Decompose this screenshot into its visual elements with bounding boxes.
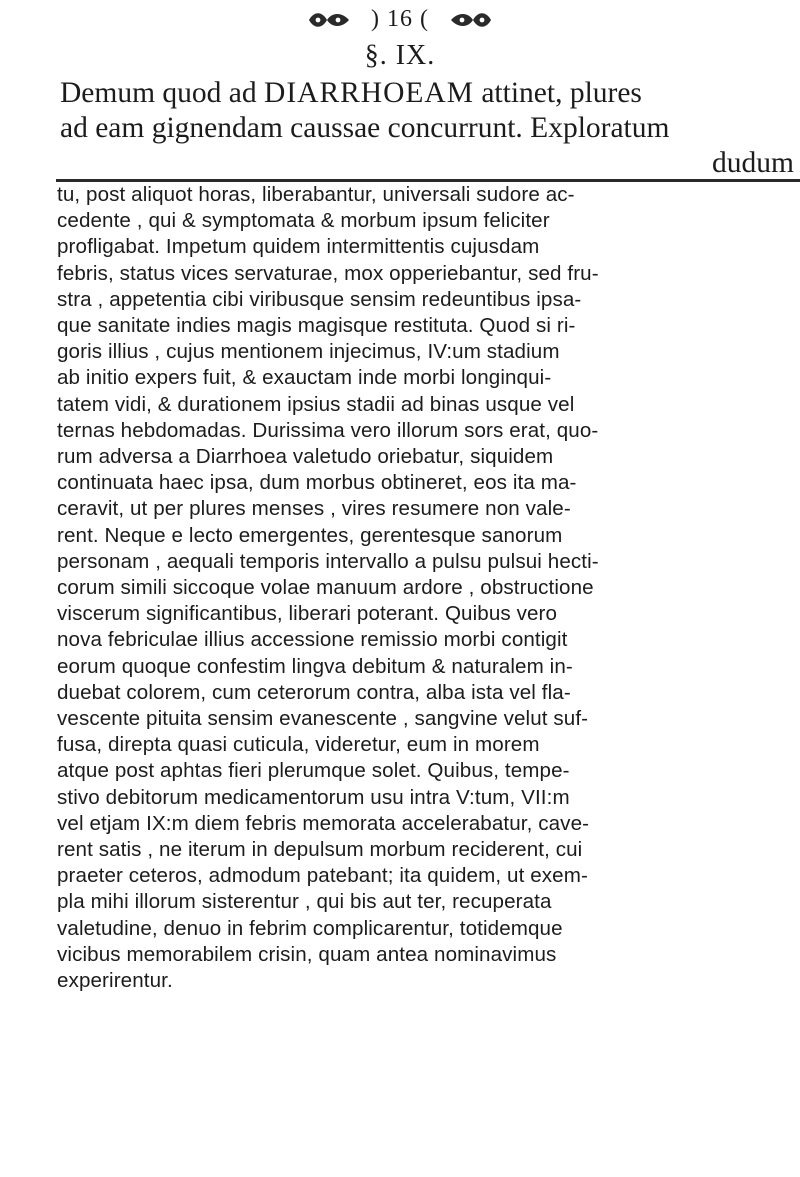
body-line: praeter ceteros, admodum patebant; ita quidem, ut exem- (57, 864, 588, 888)
body-line: rum adversa a Diarrhoea valetudo oriebatur, siquidem (57, 445, 554, 469)
body-line: valetudine, denuo in febrim complicarentur, totidemque (57, 916, 563, 940)
body-line: rent satis , ne iterum in depulsum morbum reciderent, cui (57, 838, 583, 862)
body-line: vicibus memorabilem crisin, quam antea nominavimus (57, 942, 557, 966)
left-ornament-icon (306, 9, 352, 31)
body-line: pla mihi illorum sisterentur , qui bis aut ter, recuperata (57, 890, 552, 914)
body-line: corum simili siccoque volae manuum ardore , obstructione (57, 576, 594, 600)
body-paragraph (57, 182, 800, 994)
body-line: ternas hebdomadas. Durissima vero illorum sors erat, quo- (57, 418, 599, 442)
body-line: tu, post aliquot horas, liberabantur, universali sudore ac- (57, 183, 575, 206)
body-line: cedente , qui & symptomata & morbum ipsum feliciter (57, 209, 550, 233)
intro-line: ad eam gignendam caussae concurrunt. Exploratum (60, 112, 670, 144)
body-line: atque post aphtas fieri plerumque solet. Quibus, tempe- (57, 759, 570, 783)
body-line: febris, status vices servaturae, mox opperiebantur, sed fru- (57, 261, 599, 285)
body-line: experirentur. (57, 969, 173, 993)
body-line: vescente pituita sensim evanescente , sangvine velut suf- (57, 707, 589, 731)
body-line: goris illius , cujus mentionem injecimus, IV:um stadium (57, 340, 560, 364)
intro-paragraph (60, 76, 800, 181)
body-line: stivo debitorum medicamentorum usu intra V:tum, VII:m (57, 785, 570, 809)
body-line: que sanitate indies magis magisque restituta. Quod si ri- (57, 314, 576, 338)
intro-line: dudum (712, 147, 794, 179)
body-line: nova febriculae illius accessione remissio morbi contigit (57, 628, 568, 652)
body-line: personam , aequali temporis intervallo a pulsu pulsui hecti- (57, 549, 599, 573)
body-line: ceravit, ut per plures menses , vires resumere non vale- (57, 497, 571, 521)
section-heading: §. IX. (364, 40, 436, 71)
body-line: ab initio expers fuit, & exauctam inde morbi longinqui- (57, 366, 552, 390)
page-number: ) 16 ( (371, 6, 429, 32)
keyword-diarrhoea: DIARRHOEAM (264, 77, 474, 109)
body-line: continuata haec ipsa, dum morbus obtineret, eos ita ma- (57, 471, 577, 495)
body-line: duebat colorem, cum ceterorum contra, alba ista vel fla- (57, 680, 571, 704)
intro-line: Demum quod ad DIARRHOEAM attinet, plures (60, 77, 642, 109)
body-line: vel etjam IX:m diem febris memorata accelerabatur, cave- (57, 811, 590, 835)
body-line: profligabat. Impetum quidem intermittentis cujusdam (57, 235, 540, 259)
body-line: stra , appetentia cibi viribusque sensim redeuntibus ipsa- (57, 287, 582, 311)
body-line: tatem vidi, & durationem ipsius stadii ad binas usque vel (57, 392, 575, 416)
body-line: eorum quoque confestim lingva debitum & naturalem in- (57, 654, 573, 678)
body-line: rent. Neque e lecto emergentes, gerentesque sanorum (57, 523, 563, 547)
body-line: fusa, direpta quasi cuticula, videretur, eum in morem (57, 733, 540, 757)
right-ornament-icon (448, 9, 494, 31)
body-line: viscerum significantibus, liberari poterant. Quibus vero (57, 602, 558, 626)
